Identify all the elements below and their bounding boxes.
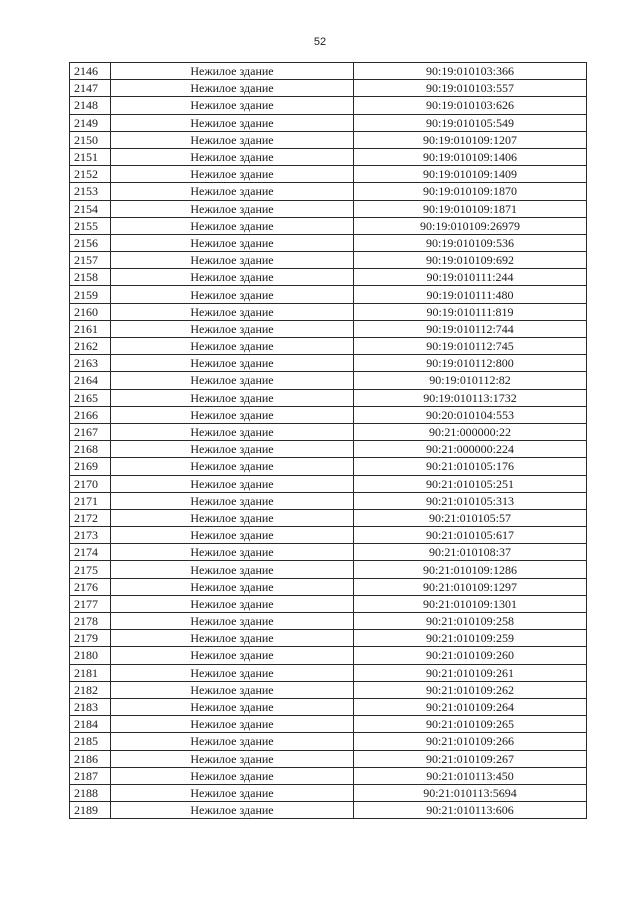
- object-type-cell: Нежилое здание: [111, 527, 354, 544]
- table-row: [70, 80, 587, 97]
- cadastral-number-cell: 90:19:010103:366: [354, 63, 587, 80]
- row-number-cell: 2180: [70, 647, 111, 664]
- table-row: [70, 578, 587, 595]
- row-number-cell: 2156: [70, 234, 111, 251]
- table-row: [70, 269, 587, 286]
- row-number-cell: 2183: [70, 698, 111, 715]
- cadastral-number-cell: 90:19:010109:1207: [354, 131, 587, 148]
- row-number-cell: 2184: [70, 716, 111, 733]
- cadastral-number-cell: 90:19:010112:744: [354, 320, 587, 337]
- object-type-cell: Нежилое здание: [111, 802, 354, 819]
- row-number-cell: 2148: [70, 97, 111, 114]
- table-row: [70, 784, 587, 801]
- cadastral-number-cell: 90:21:000000:224: [354, 441, 587, 458]
- table-row: [70, 441, 587, 458]
- object-type-cell: Нежилое здание: [111, 63, 354, 80]
- cadastral-number-cell: 90:21:010109:261: [354, 664, 587, 681]
- cadastral-number-cell: 90:19:010109:26979: [354, 217, 587, 234]
- object-type-cell: Нежилое здание: [111, 750, 354, 767]
- object-type-cell: Нежилое здание: [111, 148, 354, 165]
- row-number-cell: 2171: [70, 492, 111, 509]
- object-type-cell: Нежилое здание: [111, 509, 354, 526]
- cadastral-number-cell: 90:19:010109:1406: [354, 148, 587, 165]
- object-type-cell: Нежилое здание: [111, 80, 354, 97]
- table-row: [70, 166, 587, 183]
- row-number-cell: 2158: [70, 269, 111, 286]
- table-row: [70, 750, 587, 767]
- object-type-cell: Нежилое здание: [111, 303, 354, 320]
- cadastral-number-cell: 90:21:010109:260: [354, 647, 587, 664]
- cadastral-number-cell: 90:19:010111:244: [354, 269, 587, 286]
- row-number-cell: 2147: [70, 80, 111, 97]
- object-type-cell: Нежилое здание: [111, 647, 354, 664]
- row-number-cell: 2162: [70, 338, 111, 355]
- page-number: 52: [313, 36, 327, 48]
- cadastral-number-cell: 90:21:010109:1286: [354, 561, 587, 578]
- cadastral-number-cell: 90:21:010109:264: [354, 698, 587, 715]
- object-type-cell: Нежилое здание: [111, 630, 354, 647]
- cadastral-number-cell: 90:21:010113:450: [354, 767, 587, 784]
- cadastral-number-cell: 90:19:010112:82: [354, 372, 587, 389]
- cadastral-number-cell: 90:21:010109:262: [354, 681, 587, 698]
- table-row: [70, 475, 587, 492]
- table-row: [70, 561, 587, 578]
- table-row: [70, 286, 587, 303]
- cadastral-number-cell: 90:19:010111:819: [354, 303, 587, 320]
- row-number-cell: 2182: [70, 681, 111, 698]
- object-type-cell: Нежилое здание: [111, 613, 354, 630]
- table-row: [70, 63, 587, 80]
- table-row: [70, 234, 587, 251]
- table-row: [70, 509, 587, 526]
- row-number-cell: 2146: [70, 63, 111, 80]
- object-type-cell: Нежилое здание: [111, 698, 354, 715]
- table-row: [70, 303, 587, 320]
- table-row: [70, 681, 587, 698]
- row-number-cell: 2151: [70, 148, 111, 165]
- table-row: [70, 698, 587, 715]
- table-row: [70, 733, 587, 750]
- object-type-cell: Нежилое здание: [111, 441, 354, 458]
- row-number-cell: 2181: [70, 664, 111, 681]
- object-type-cell: Нежилое здание: [111, 767, 354, 784]
- object-type-cell: Нежилое здание: [111, 355, 354, 372]
- table-row: [70, 148, 587, 165]
- cadastral-number-cell: 90:19:010109:692: [354, 252, 587, 269]
- object-type-cell: Нежилое здание: [111, 252, 354, 269]
- table-row: [70, 252, 587, 269]
- cadastral-number-cell: 90:21:010109:259: [354, 630, 587, 647]
- cadastral-number-cell: 90:21:010109:1297: [354, 578, 587, 595]
- table-row: [70, 217, 587, 234]
- table-row: [70, 97, 587, 114]
- row-number-cell: 2167: [70, 423, 111, 440]
- table-row: [70, 716, 587, 733]
- table-row: [70, 613, 587, 630]
- row-number-cell: 2179: [70, 630, 111, 647]
- object-type-cell: Нежилое здание: [111, 544, 354, 561]
- row-number-cell: 2178: [70, 613, 111, 630]
- table-row: [70, 492, 587, 509]
- table-row: [70, 544, 587, 561]
- row-number-cell: 2172: [70, 509, 111, 526]
- cadastral-number-cell: 90:19:010109:1871: [354, 200, 587, 217]
- object-type-cell: Нежилое здание: [111, 200, 354, 217]
- row-number-cell: 2186: [70, 750, 111, 767]
- object-type-cell: Нежилое здание: [111, 114, 354, 131]
- cadastral-number-cell: 90:19:010112:800: [354, 355, 587, 372]
- row-number-cell: 2187: [70, 767, 111, 784]
- table-row: [70, 595, 587, 612]
- table-row: [70, 131, 587, 148]
- table-row: [70, 372, 587, 389]
- row-number-cell: 2173: [70, 527, 111, 544]
- row-number-cell: 2153: [70, 183, 111, 200]
- object-type-cell: Нежилое здание: [111, 166, 354, 183]
- cadastral-number-cell: 90:21:010105:251: [354, 475, 587, 492]
- cadastral-number-cell: 90:20:010104:553: [354, 406, 587, 423]
- cadastral-number-cell: 90:21:010109:265: [354, 716, 587, 733]
- cadastral-number-cell: 90:21:010105:313: [354, 492, 587, 509]
- object-type-cell: Нежилое здание: [111, 475, 354, 492]
- object-type-cell: Нежилое здание: [111, 217, 354, 234]
- cadastral-number-cell: 90:19:010109:536: [354, 234, 587, 251]
- cadastral-number-cell: 90:21:010109:1301: [354, 595, 587, 612]
- table-row: [70, 458, 587, 475]
- cadastral-number-cell: 90:19:010112:745: [354, 338, 587, 355]
- row-number-cell: 2170: [70, 475, 111, 492]
- object-type-cell: Нежилое здание: [111, 406, 354, 423]
- object-type-cell: Нежилое здание: [111, 458, 354, 475]
- row-number-cell: 2165: [70, 389, 111, 406]
- object-type-cell: Нежилое здание: [111, 131, 354, 148]
- cadastral-number-cell: 90:21:010105:57: [354, 509, 587, 526]
- cadastral-number-cell: 90:21:010113:5694: [354, 784, 587, 801]
- object-type-cell: Нежилое здание: [111, 234, 354, 251]
- object-type-cell: Нежилое здание: [111, 97, 354, 114]
- object-type-cell: Нежилое здание: [111, 269, 354, 286]
- object-type-cell: Нежилое здание: [111, 372, 354, 389]
- object-type-cell: Нежилое здание: [111, 716, 354, 733]
- registry-table-body: [70, 63, 587, 819]
- row-number-cell: 2166: [70, 406, 111, 423]
- row-number-cell: 2152: [70, 166, 111, 183]
- row-number-cell: 2185: [70, 733, 111, 750]
- object-type-cell: Нежилое здание: [111, 183, 354, 200]
- object-type-cell: Нежилое здание: [111, 733, 354, 750]
- table-row: [70, 664, 587, 681]
- table-row: [70, 355, 587, 372]
- row-number-cell: 2177: [70, 595, 111, 612]
- cadastral-number-cell: 90:19:010103:557: [354, 80, 587, 97]
- object-type-cell: Нежилое здание: [111, 286, 354, 303]
- table-row: [70, 767, 587, 784]
- cadastral-number-cell: 90:21:010109:266: [354, 733, 587, 750]
- cadastral-number-cell: 90:21:010105:176: [354, 458, 587, 475]
- cadastral-number-cell: 90:19:010111:480: [354, 286, 587, 303]
- table-row: [70, 423, 587, 440]
- row-number-cell: 2157: [70, 252, 111, 269]
- row-number-cell: 2188: [70, 784, 111, 801]
- object-type-cell: Нежилое здание: [111, 320, 354, 337]
- cadastral-number-cell: 90:19:010105:549: [354, 114, 587, 131]
- cadastral-number-cell: 90:21:010105:617: [354, 527, 587, 544]
- row-number-cell: 2189: [70, 802, 111, 819]
- row-number-cell: 2169: [70, 458, 111, 475]
- object-type-cell: Нежилое здание: [111, 389, 354, 406]
- row-number-cell: 2168: [70, 441, 111, 458]
- row-number-cell: 2164: [70, 372, 111, 389]
- cadastral-number-cell: 90:21:010113:606: [354, 802, 587, 819]
- table-row: [70, 338, 587, 355]
- object-type-cell: Нежилое здание: [111, 681, 354, 698]
- row-number-cell: 2175: [70, 561, 111, 578]
- row-number-cell: 2174: [70, 544, 111, 561]
- object-type-cell: Нежилое здание: [111, 578, 354, 595]
- object-type-cell: Нежилое здание: [111, 784, 354, 801]
- cadastral-number-cell: 90:21:000000:22: [354, 423, 587, 440]
- row-number-cell: 2150: [70, 131, 111, 148]
- object-type-cell: Нежилое здание: [111, 492, 354, 509]
- row-number-cell: 2155: [70, 217, 111, 234]
- cadastral-number-cell: 90:19:010113:1732: [354, 389, 587, 406]
- table-row: [70, 320, 587, 337]
- object-type-cell: Нежилое здание: [111, 423, 354, 440]
- table-row: [70, 527, 587, 544]
- table-row: [70, 183, 587, 200]
- table-row: [70, 647, 587, 664]
- table-row: [70, 406, 587, 423]
- row-number-cell: 2160: [70, 303, 111, 320]
- table-row: [70, 114, 587, 131]
- row-number-cell: 2159: [70, 286, 111, 303]
- cadastral-number-cell: 90:21:010109:267: [354, 750, 587, 767]
- table-row: [70, 200, 587, 217]
- cadastral-number-cell: 90:19:010103:626: [354, 97, 587, 114]
- row-number-cell: 2154: [70, 200, 111, 217]
- row-number-cell: 2163: [70, 355, 111, 372]
- object-type-cell: Нежилое здание: [111, 561, 354, 578]
- object-type-cell: Нежилое здание: [111, 664, 354, 681]
- table-row: [70, 630, 587, 647]
- cadastral-number-cell: 90:21:010109:258: [354, 613, 587, 630]
- cadastral-number-cell: 90:19:010109:1409: [354, 166, 587, 183]
- row-number-cell: 2176: [70, 578, 111, 595]
- cadastral-number-cell: 90:19:010109:1870: [354, 183, 587, 200]
- object-type-cell: Нежилое здание: [111, 595, 354, 612]
- row-number-cell: 2161: [70, 320, 111, 337]
- row-number-cell: 2149: [70, 114, 111, 131]
- cadastral-number-cell: 90:21:010108:37: [354, 544, 587, 561]
- table-row: [70, 802, 587, 819]
- table-row: [70, 389, 587, 406]
- object-type-cell: Нежилое здание: [111, 338, 354, 355]
- registry-table: [69, 62, 587, 819]
